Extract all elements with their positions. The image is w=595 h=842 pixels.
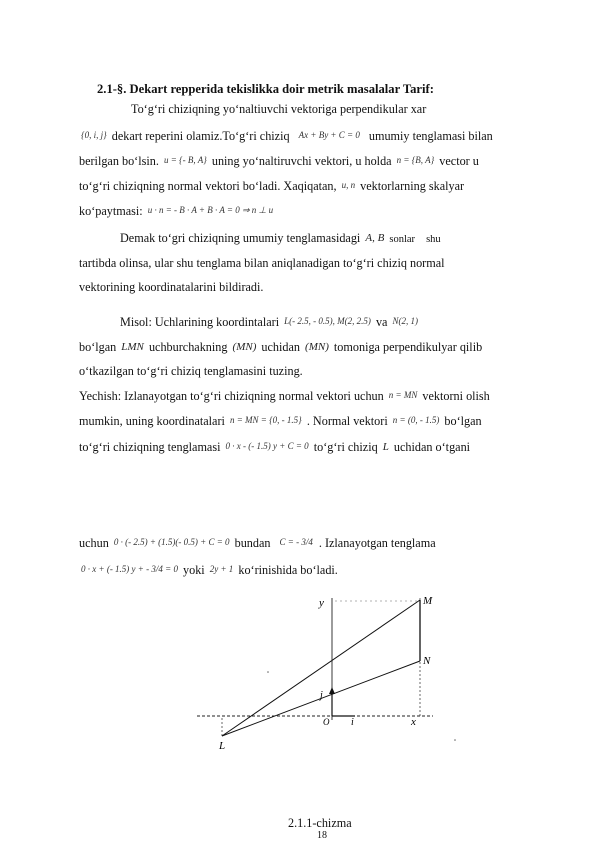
- stray-dot-2: [454, 739, 456, 741]
- p4-line3: [79, 439, 470, 455]
- formula-l: L: [382, 441, 389, 453]
- figure-caption: 2.1.1-chizma: [288, 816, 352, 830]
- formula-normal-equation: 0 · x - (- 1.5) y + C = 0: [225, 441, 309, 451]
- label-origin: O: [323, 717, 330, 727]
- p3-line1-text: Misol: Uchlarining koordintalari: [120, 315, 280, 329]
- p4-line1-text-b: vektorni olish: [422, 389, 490, 403]
- p2-line2: [79, 256, 445, 271]
- p4-line4-text-row: [79, 535, 436, 551]
- p1-line3: [79, 153, 479, 169]
- p2-shu: shu: [426, 234, 441, 245]
- label-l: L: [219, 740, 226, 752]
- formula-alt: 2y + 1: [209, 564, 234, 574]
- p1-line3-text-c: vector u: [439, 154, 479, 168]
- p2-line1: [120, 231, 441, 247]
- section-title: [97, 82, 434, 97]
- page-number: 18: [317, 830, 327, 841]
- p1-line4-text: to‘g‘ri chiziqning normal vektori bo‘ladi. Xaqiqatan,: [79, 179, 337, 193]
- p1-line2: [79, 128, 493, 144]
- stray-dot-1: [267, 671, 269, 673]
- p4-line4-text-c: . Izlanayotgan tenglama: [318, 536, 436, 550]
- p4-line2-text-b: . Normal vektori: [306, 414, 388, 428]
- p4-line5-text: ko‘rinishida bo‘ladi.: [238, 563, 338, 577]
- p3-line2-text-c: uchidan: [261, 340, 300, 354]
- formula-u-n: u, n: [341, 180, 356, 190]
- p4-line3-text-b: to‘g‘ri chiziq: [313, 440, 378, 454]
- p4-line2-text: mumkin, uning koordinatalari: [79, 414, 225, 428]
- p4-line2: [79, 413, 482, 429]
- p1-line1: [131, 102, 426, 117]
- p2-sonlar: sonlar: [389, 234, 416, 245]
- p2-line1-text: Demak to‘gri chiziqning umumiy tenglamasidagi: [120, 231, 361, 245]
- formula-points: L(- 2.5, - 0.5), M(2, 2.5): [284, 316, 371, 326]
- p4-line3-text-c: uchidan o‘tgani: [393, 440, 471, 454]
- p4-line2-text-c: bo‘lgan: [444, 414, 482, 428]
- label-n: N: [423, 655, 431, 667]
- label-i: i: [351, 717, 354, 728]
- p3-line2-text: bo‘lgan: [79, 340, 117, 354]
- formula-point-n: N(2, 1): [392, 316, 418, 326]
- section-title-colon: :: [429, 82, 434, 96]
- section-title-text: 2.1-§. Dekart repperida tekislikka doir metrik masalalar Tarif: [97, 82, 430, 96]
- formula-scalar-product: u · n = - B · A + B · A = 0 ⇒ n ⊥ u: [147, 205, 274, 215]
- formula-n-15: n = (0, - 1.5): [392, 415, 440, 425]
- formula-n-coords: n = MN = {0, - 1.5}: [229, 415, 302, 425]
- formula-n-vector: n = {B, A}: [396, 155, 435, 165]
- p4-line5: [79, 562, 338, 578]
- p4-line4-text: uchun: [79, 536, 109, 550]
- p4-yoki: yoki: [183, 563, 205, 577]
- formula-a-b: A, B: [365, 232, 385, 244]
- p1-line4: [79, 178, 464, 194]
- j-arrowhead: [329, 687, 335, 694]
- label-m: M: [423, 595, 433, 607]
- side-lm: [222, 600, 420, 736]
- triangle-figure: [195, 592, 465, 752]
- formula-substitution: 0 · (- 2.5) + (1.5)(- 0.5) + C = 0: [113, 537, 230, 547]
- p3-line2-text-b: uchburchakning: [148, 340, 228, 354]
- p1-line2-text-b: umumiy tenglamasi bilan: [368, 129, 493, 143]
- p1-line5: [79, 203, 275, 219]
- p1-line2-text: dekart reperini olamiz.To‘g‘ri chiziq: [111, 129, 290, 143]
- p2-line3-text: vektorining koordinatalarini bildiradi.: [79, 280, 264, 294]
- p1-line5-text: ko‘paytmasi:: [79, 204, 143, 218]
- formula-line-equation: Ax + By + C = 0: [298, 130, 360, 140]
- formula-c-value: C = - 3/4: [279, 537, 313, 547]
- formula-lmn: LMN: [121, 341, 144, 353]
- label-y: y: [319, 597, 324, 609]
- formula-basis: {0, i, j}: [81, 130, 107, 140]
- p2-line2-text: tartibda olinsa, ular shu tenglama bilan aniqlanadigan to‘g‘ri chiziq normal: [79, 256, 445, 270]
- formula-n-mn: n = MN: [388, 390, 418, 400]
- p2-line3: [79, 280, 263, 295]
- formula-final-equation: 0 · x + (- 1.5) y + - 3/4 = 0: [81, 564, 178, 574]
- p3-va: va: [375, 315, 388, 329]
- p4-line4-text-b: bundan: [234, 536, 271, 550]
- p4-line1: [79, 388, 490, 404]
- p4-line1-text: Yechish: Izlanayotgan to‘g‘ri chiziqning normal vektori uchun: [79, 389, 384, 403]
- p1-line4-text-b: vektorlarning skalyar: [360, 179, 465, 193]
- p3-line2: [79, 340, 482, 355]
- label-x: x: [411, 716, 416, 728]
- p3-line2-text-d: tomoniga perpendikulyar qilib: [333, 340, 483, 354]
- formula-u-vector: u = {- B, A}: [163, 155, 207, 165]
- p3-line3-text: o‘tkazilgan to‘g‘ri chiziq tenglamasini tuzing.: [79, 364, 303, 378]
- p3-line1: [120, 314, 420, 330]
- formula-mn-2: (MN): [305, 341, 329, 353]
- formula-mn-1: (MN): [232, 341, 257, 353]
- p1-line3-text: berilgan bo‘lsin.: [79, 154, 159, 168]
- p1-line3-text-b: uning yo‘naltiruvchi vektori, u holda: [211, 154, 392, 168]
- p4-line3-text: to‘g‘ri chiziqning tenglamasi: [79, 440, 221, 454]
- p1-line1-text: To‘g‘ri chiziqning yo‘naltiuvchi vektoriga perpendikular xar: [131, 102, 427, 116]
- p3-line3: [79, 364, 303, 379]
- label-j: j: [320, 690, 323, 701]
